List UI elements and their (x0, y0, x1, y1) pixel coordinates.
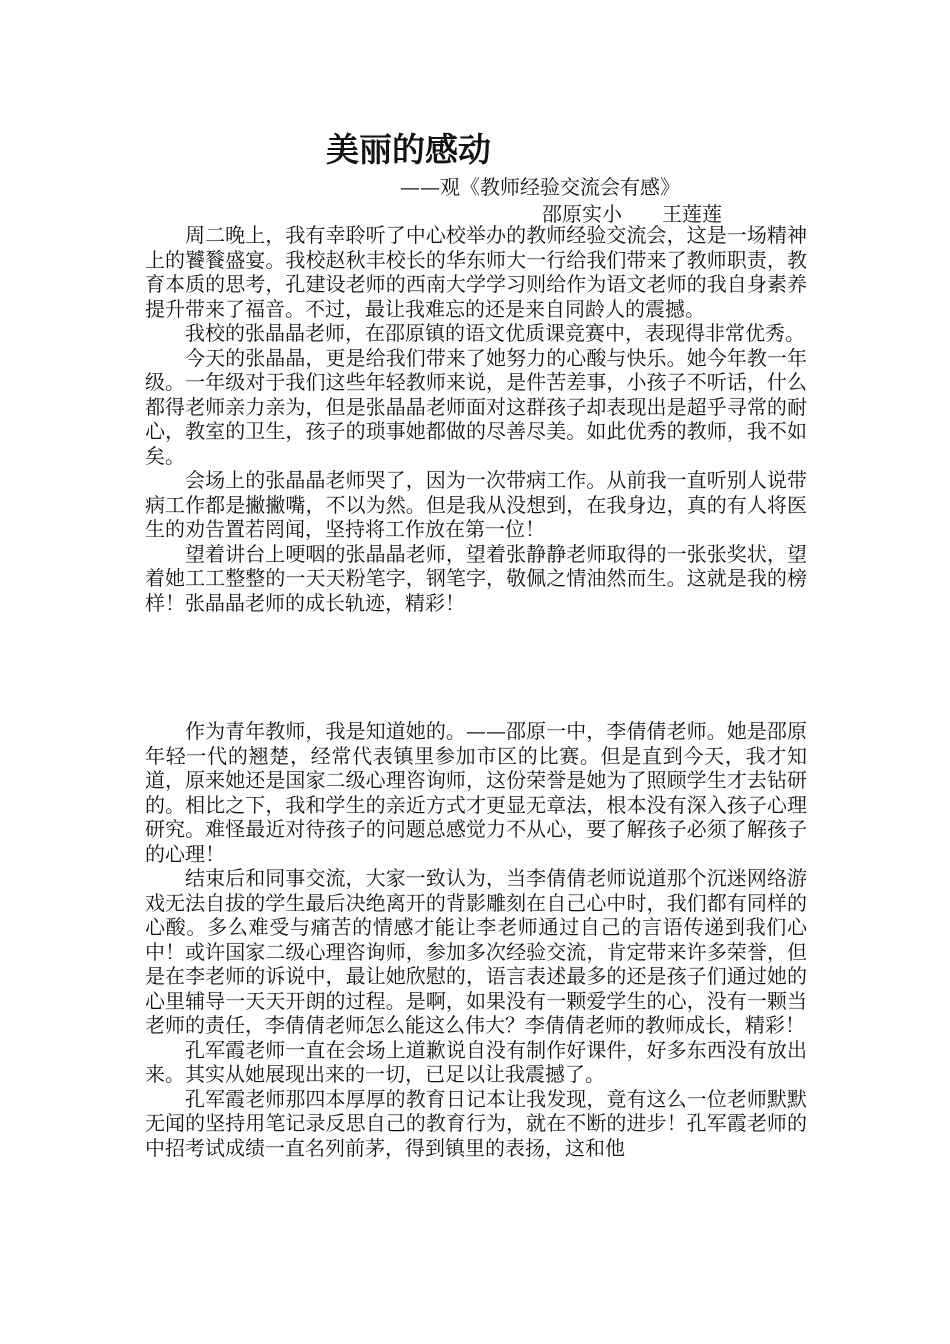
paragraph: 望着讲台上哽咽的张晶晶老师，望着张静静老师取得的一张张奖状，望着她工工整整的一天天粉笔字，钢笔字，敬佩之情油然而生。这就是我的榜样！张晶晶老师的成长轨迹，精彩！ (145, 541, 807, 615)
paragraph: 孔军霞老师一直在会场上道歉说自没有制作好课件，好多东西没有放出来。其实从她展现出来的一切，已足以让我震撼了。 (145, 1037, 807, 1086)
paragraph: 结束后和同事交流，大家一致认为，当李倩倩老师说道那个沉迷网络游戏无法自拔的学生最后决绝离开的背影雕刻在自己心中时，我们都有同样的心酸。多么难受与痛苦的情感才能让李老师通过自己的言语传递到我们心中！或许国家二级心理咨询师，参加多次经验交流，肯定带来许多荣誉，但是在李老师的诉说中，最让她欣慰的，语言表述最多的还是孩子们通过她的心里辅导一天天开朗的过程。是啊，如果没有一颗爱学生的心，没有一颗当老师的责任，李倩倩老师怎么能这么伟大？李倩倩老师的教师成长，精彩！ (145, 866, 807, 1037)
article-section-2 (145, 719, 807, 1160)
paragraph: 今天的张晶晶，更是给我们带来了她努力的心酸与快乐。她今年教一年级。一年级对于我们这些年轻教师来说，是件苦差事，小孩子不听话，什么都得老师亲力亲为，但是张晶晶老师面对这群孩子却表现出是超乎寻常的耐心，教室的卫生，孩子的琐事她都做的尽善尽美。如此优秀的教师，我不如矣。 (145, 345, 807, 468)
paragraph: 周二晚上，我有幸聆听了中心校举办的教师经验交流会，这是一场精神上的饕餮盛宴。我校赵秋丰校长的华东师大一行给我们带来了教师职责，教育本质的思考，孔建设老师的西南大学学习则给作为语文老师的我自身素养提升带来了福音。不过，最让我难忘的还是来自同龄人的震撼。 (145, 223, 807, 321)
paragraph: 作为青年教师，我是知道她的。——邵原一中，李倩倩老师。她是邵原年轻一代的翘楚，经常代表镇里参加市区的比赛。但是直到今天，我才知道，原来她还是国家二级心理咨询师，这份荣誉是她为了照顾学生才去钻研的。相比之下，我和学生的亲近方式才更显无章法，根本没有深入孩子心理研究。难怪最近对待孩子的问题总感觉力不从心，要了解孩子必须了解孩子的心理！ (145, 719, 807, 866)
paragraph: 我校的张晶晶老师，在邵原镇的语文优质课竞赛中，表现得非常优秀。 (185, 321, 805, 345)
paragraph: 孔军霞老师那四本厚厚的教育日记本让我发现，竟有这么一位老师默默无闻的坚持用笔记录反思自己的教育行为，就在不断的进步！孔军霞老师的中招考试成绩一直名列前茅，得到镇里的表扬，这和他 (145, 1086, 807, 1160)
author-name: 王莲莲 (662, 202, 722, 226)
article-section-1 (145, 223, 807, 615)
article-title: 美丽的感动 (326, 130, 491, 169)
article-subtitle: ——观《教师经验交流会有感》 (400, 175, 680, 199)
author-school: 邵原实小 (542, 202, 622, 226)
paragraph: 会场上的张晶晶老师哭了，因为一次带病工作。从前我一直听别人说带病工作都是撇撇嘴，不以为然。但是我从没想到，在我身边，真的有人将医生的劝告置若罔闻，坚持将工作放在第一位！ (145, 468, 807, 541)
